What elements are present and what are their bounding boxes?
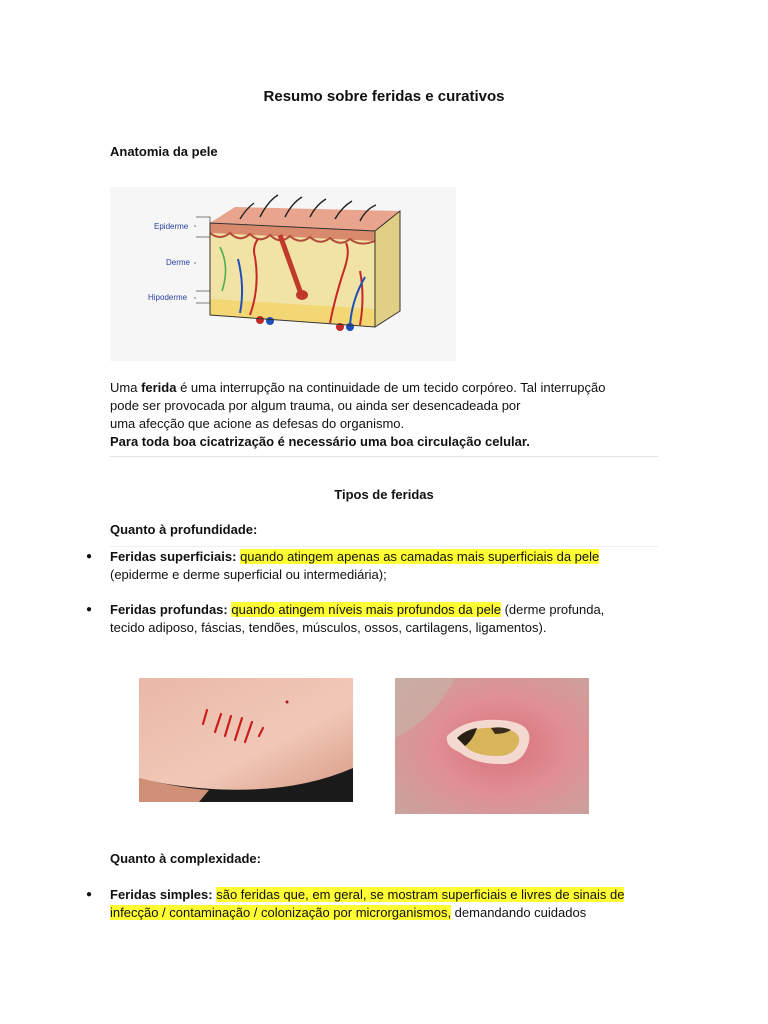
deep-wound-photo (395, 678, 589, 814)
def-bold-term: ferida (141, 380, 177, 395)
definition-line-3: uma afecção que acione as defesas do organismo. (110, 416, 405, 431)
bullet-marker: ● (86, 889, 93, 900)
def-text: Uma (110, 380, 142, 395)
bullet-marker: ● (86, 604, 93, 615)
skin-anatomy-diagram (110, 187, 456, 361)
derme-label: Derme (166, 258, 191, 267)
highlighted-text: são feridas que, em geral, se mostram superficiais e livres de sinais de (216, 887, 625, 902)
definition-line-2: pode ser provocada por algum trauma, ou ainda ser desencadeada por (110, 398, 521, 413)
item-label: Feridas profundas: (110, 602, 228, 617)
item-text: (epiderme e derme superficial ou intermediária); (110, 567, 387, 582)
def-text: é uma interrupção na continuidade de um tecido corpóreo. Tal interrupção (176, 380, 606, 395)
superficial-wound-photo (139, 678, 353, 802)
page-title: Resumo sobre feridas e curativos (263, 88, 505, 105)
divider (110, 456, 658, 457)
list-item-deep (110, 601, 670, 637)
anatomy-heading: Anatomia da pele (110, 144, 218, 159)
divider (110, 546, 658, 547)
types-heading: Tipos de feridas (334, 487, 434, 502)
item-text: demandando cuidados (451, 905, 587, 920)
ferida-definition (110, 379, 670, 451)
item-text: tecido adiposo, fáscias, tendões, músculos, ossos, cartilagens, ligamentos). (110, 620, 547, 635)
highlighted-text: quando atingem níveis mais profundos da pele (231, 602, 501, 617)
definition-line-4: Para toda boa cicatrização é necessário uma boa circulação celular. (110, 434, 530, 449)
bullet-marker: ● (86, 551, 93, 562)
hipoderme-label: Hipoderme (148, 293, 188, 302)
item-label: Feridas superficiais: (110, 549, 237, 564)
definition-line-1 (110, 379, 670, 397)
epiderme-label: Epiderme (154, 222, 189, 231)
item-label: Feridas simples: (110, 887, 213, 902)
list-item-superficial (110, 548, 670, 584)
highlighted-text: infecção / contaminação / colonização por microrganismos, (110, 905, 452, 920)
depth-heading: Quanto à profundidade: (110, 522, 258, 537)
item-text: (derme profunda, (500, 602, 605, 617)
list-item-simple (110, 886, 670, 922)
highlighted-text: quando atingem apenas as camadas mais superficiais da pele (240, 549, 600, 564)
complexity-heading: Quanto à complexidade: (110, 851, 261, 866)
